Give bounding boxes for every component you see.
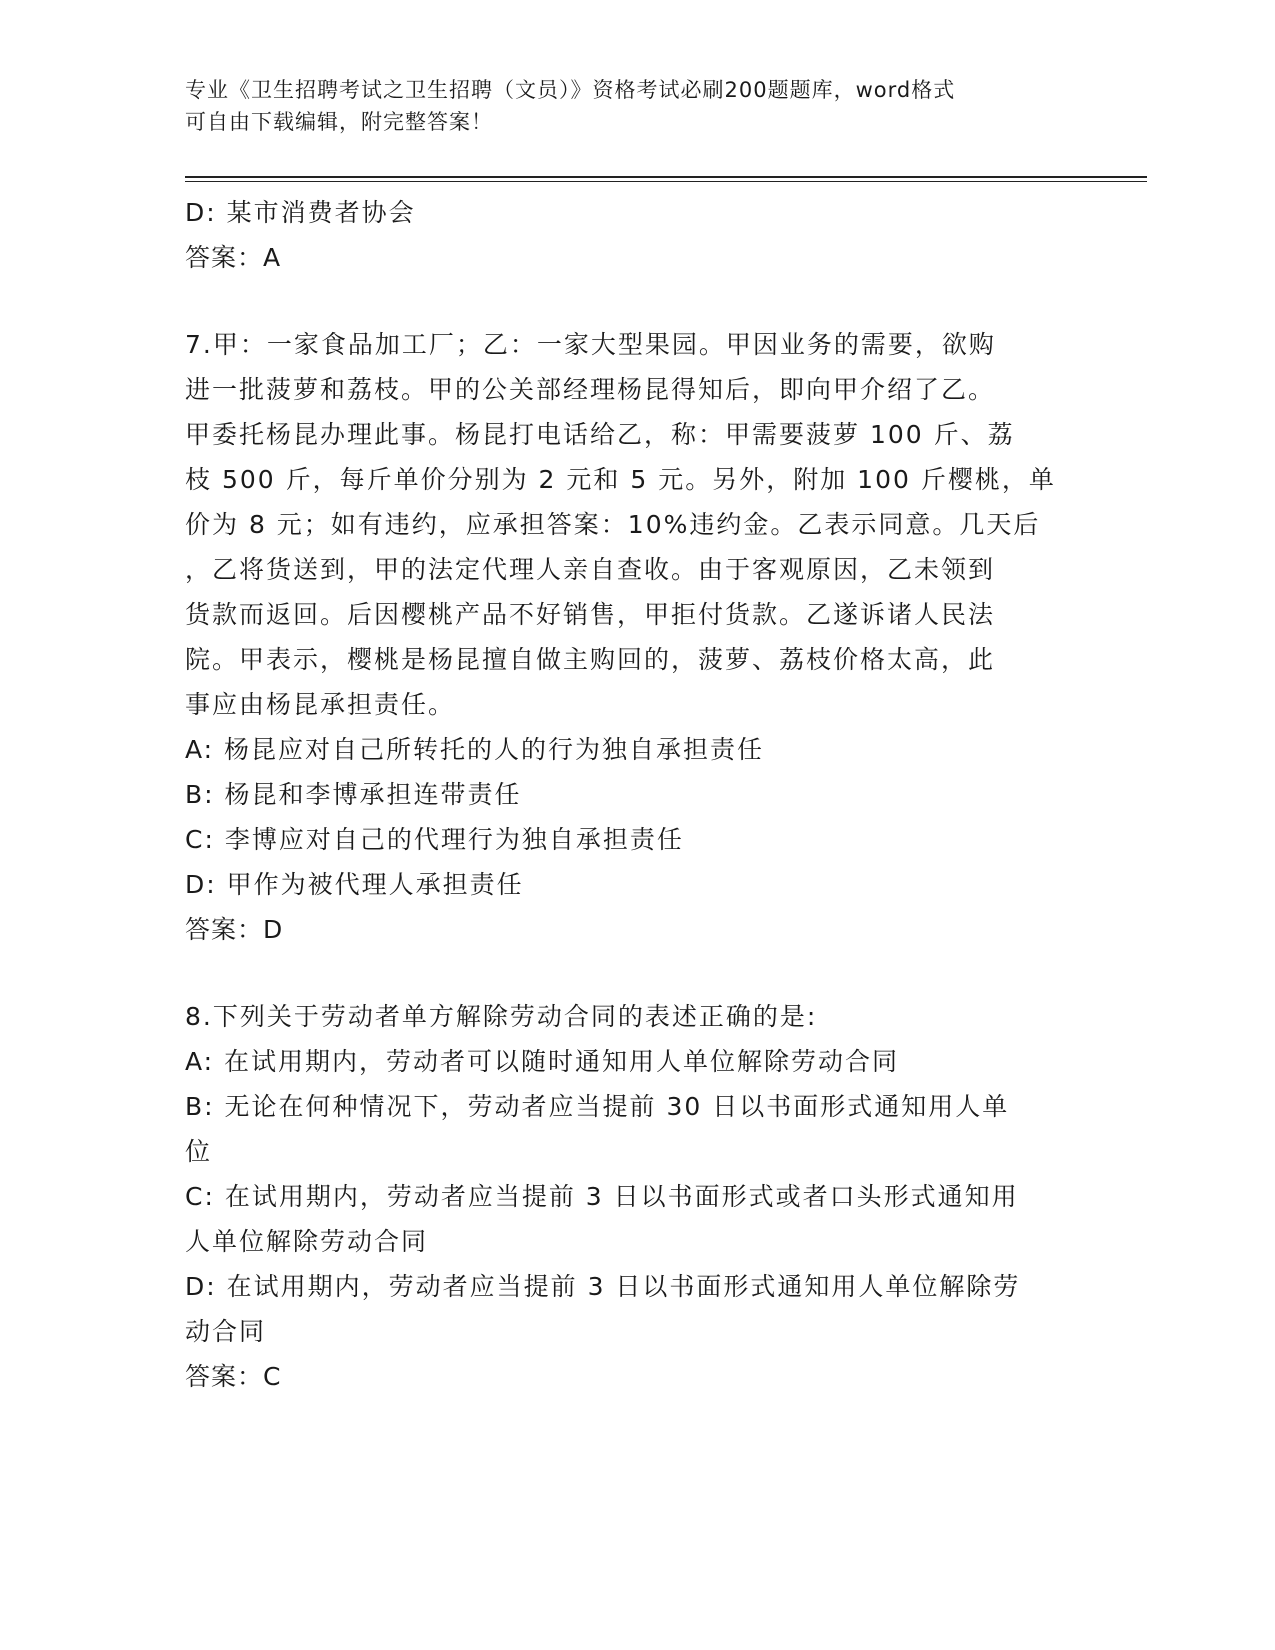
q7-stem-line: 价为 8 元；如有违约，应承担答案：10%违约金。乙表示同意。几天后 [185, 510, 1041, 539]
q7-option-d: D: 甲作为被代理人承担责任 [185, 870, 524, 899]
q7-option-c: C: 李博应对自己的代理行为独自承担责任 [185, 825, 684, 854]
header-divider-thin [185, 181, 1147, 182]
q8-option-c-line: 人单位解除劳动合同 [185, 1227, 429, 1256]
q7-answer: 答案：D [185, 915, 284, 944]
q7-stem-line: 事应由杨昆承担责任。 [185, 690, 456, 719]
header-divider-thick [185, 176, 1147, 178]
spacer [185, 952, 1075, 994]
q8-option-b-line: 位 [185, 1137, 213, 1166]
q8-stem: 8.下列关于劳动者单方解除劳动合同的表述正确的是: [185, 1002, 818, 1031]
q7-stem-line: 进一批菠萝和荔枝。甲的公关部经理杨昆得知后，即向甲介绍了乙。 [185, 375, 996, 404]
q8-option-d-line: D: 在试用期内，劳动者应当提前 3 日以书面形式通知用人单位解除劳 [185, 1272, 1021, 1301]
question-8 [185, 994, 1075, 1399]
header-title-line1: 专业《卫生招聘考试之卫生招聘（文员）》资格考试必刷200题题库，word格式 [185, 78, 956, 102]
q6-option-d: D: 某市消费者协会 [185, 198, 416, 227]
q8-option-c-line: C: 在试用期内，劳动者应当提前 3 日以书面形式或者口头形式通知用 [185, 1182, 1019, 1211]
header-title-line2: 可自由下载编辑，附完整答案！ [185, 110, 493, 134]
q7-stem-line: 甲委托杨昆办理此事。杨昆打电话给乙，称：甲需要菠萝 100 斤、荔 [185, 420, 1015, 449]
document-header [185, 74, 1065, 138]
q7-stem-line: 货款而返回。后因樱桃产品不好销售，甲拒付货款。乙遂诉诸人民法 [185, 600, 996, 629]
q7-option-a: A: 杨昆应对自己所转托的人的行为独自承担责任 [185, 735, 765, 764]
q8-answer: 答案：C [185, 1362, 282, 1391]
q8-option-b-line: B: 无论在何种情况下，劳动者应当提前 30 日以书面形式通知用人单 [185, 1092, 1010, 1121]
q7-option-b: B: 杨昆和李博承担连带责任 [185, 780, 522, 809]
document-body [185, 190, 1075, 1399]
q8-option-d-line: 动合同 [185, 1317, 267, 1346]
q6-answer: 答案：A [185, 243, 282, 272]
q7-stem-line: 7.甲：一家食品加工厂；乙：一家大型果园。甲因业务的需要，欲购 [185, 330, 996, 359]
question-6-tail [185, 190, 1075, 280]
q7-stem-line: 院。甲表示，樱桃是杨昆擅自做主购回的，菠萝、荔枝价格太高，此 [185, 645, 996, 674]
q7-stem-line: ，乙将货送到，甲的法定代理人亲自查收。由于客观原因，乙未领到 [185, 555, 996, 584]
q8-option-a: A: 在试用期内，劳动者可以随时通知用人单位解除劳动合同 [185, 1047, 900, 1076]
question-7 [185, 322, 1075, 952]
q7-stem-line: 枝 500 斤，每斤单价分别为 2 元和 5 元。另外，附加 100 斤樱桃，单 [185, 465, 1056, 494]
spacer [185, 280, 1075, 322]
